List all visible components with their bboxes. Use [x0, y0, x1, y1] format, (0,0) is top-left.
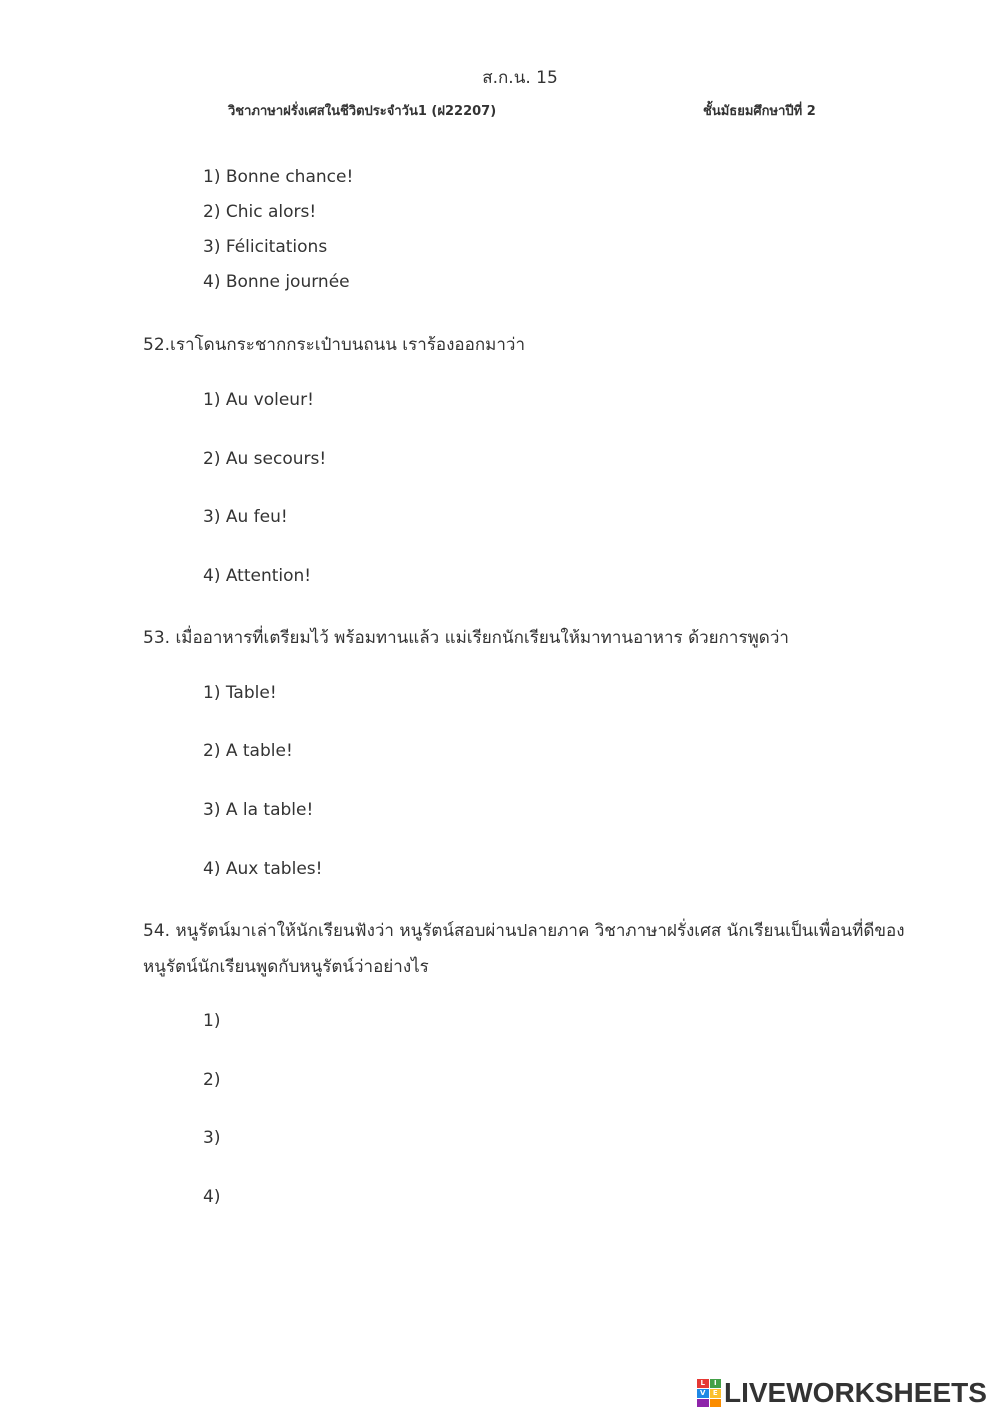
q53-option-4[interactable]: 4) Aux tables! [203, 859, 323, 879]
q52-text: 52.เราโดนกระชากกระเป๋าบนถนน เราร้องออกมาว่า [143, 335, 525, 355]
grade-level: ชั้นมัธยมศึกษาปีที่ 2 [703, 104, 816, 119]
q52-option-4[interactable]: 4) Attention! [203, 566, 312, 586]
q54-option-3[interactable]: 3) [203, 1128, 221, 1148]
logo-mark-block [697, 1399, 709, 1407]
liveworksheets-logo [697, 1375, 987, 1411]
q54-option-2[interactable]: 2) [203, 1070, 221, 1090]
q51-option-2[interactable]: 2) Chic alors! [203, 202, 317, 222]
logo-mark-letter: I [710, 1379, 722, 1388]
logo-mark-letter: V [697, 1389, 709, 1398]
q53-option-2[interactable]: 2) A table! [203, 741, 293, 761]
q54-text-line-2: หนูรัตน์นักเรียนพูดกับหนูรัตน์ว่าอย่างไร [143, 957, 429, 977]
q52-option-1[interactable]: 1) Au voleur! [203, 390, 314, 410]
q53-option-1[interactable]: 1) Table! [203, 683, 277, 703]
q53-text: 53. เมื่ออาหารที่เตรียมไว้ พร้อมทานแล้ว แม่เรียกนักเรียนให้มาทานอาหาร ด้วยการพูดว่า [143, 628, 789, 648]
logo-text: LIVEWORKSHEETS [724, 1377, 987, 1408]
q53-option-3[interactable]: 3) A la table! [203, 800, 314, 820]
logo-mark-letter: L [697, 1379, 709, 1388]
q52-option-3[interactable]: 3) Au feu! [203, 507, 288, 527]
q52-option-2[interactable]: 2) Au secours! [203, 449, 327, 469]
q51-option-3[interactable]: 3) Félicitations [203, 237, 328, 257]
logo-mark-icon [697, 1379, 721, 1407]
document-code: ส.ก.น. 15 [482, 68, 558, 88]
q54-text-line-1: 54. หนูรัตน์มาเล่าให้นักเรียนฟังว่า หนูรัตน์สอบผ่านปลายภาค วิชาภาษาฝรั่งเศส นักเรียนเป็นเพื่อนที่ดีของ [143, 921, 905, 941]
subject-title: วิชาภาษาฝรั่งเศสในชีวิตประจำวัน1 (ฝ22207) [228, 104, 497, 119]
q51-option-4[interactable]: 4) Bonne journée [203, 272, 350, 292]
logo-mark-block [710, 1399, 722, 1407]
q54-option-1[interactable]: 1) [203, 1011, 221, 1031]
q54-option-4[interactable]: 4) [203, 1187, 221, 1207]
logo-mark-letter: E [710, 1389, 722, 1398]
q51-option-1[interactable]: 1) Bonne chance! [203, 167, 354, 187]
